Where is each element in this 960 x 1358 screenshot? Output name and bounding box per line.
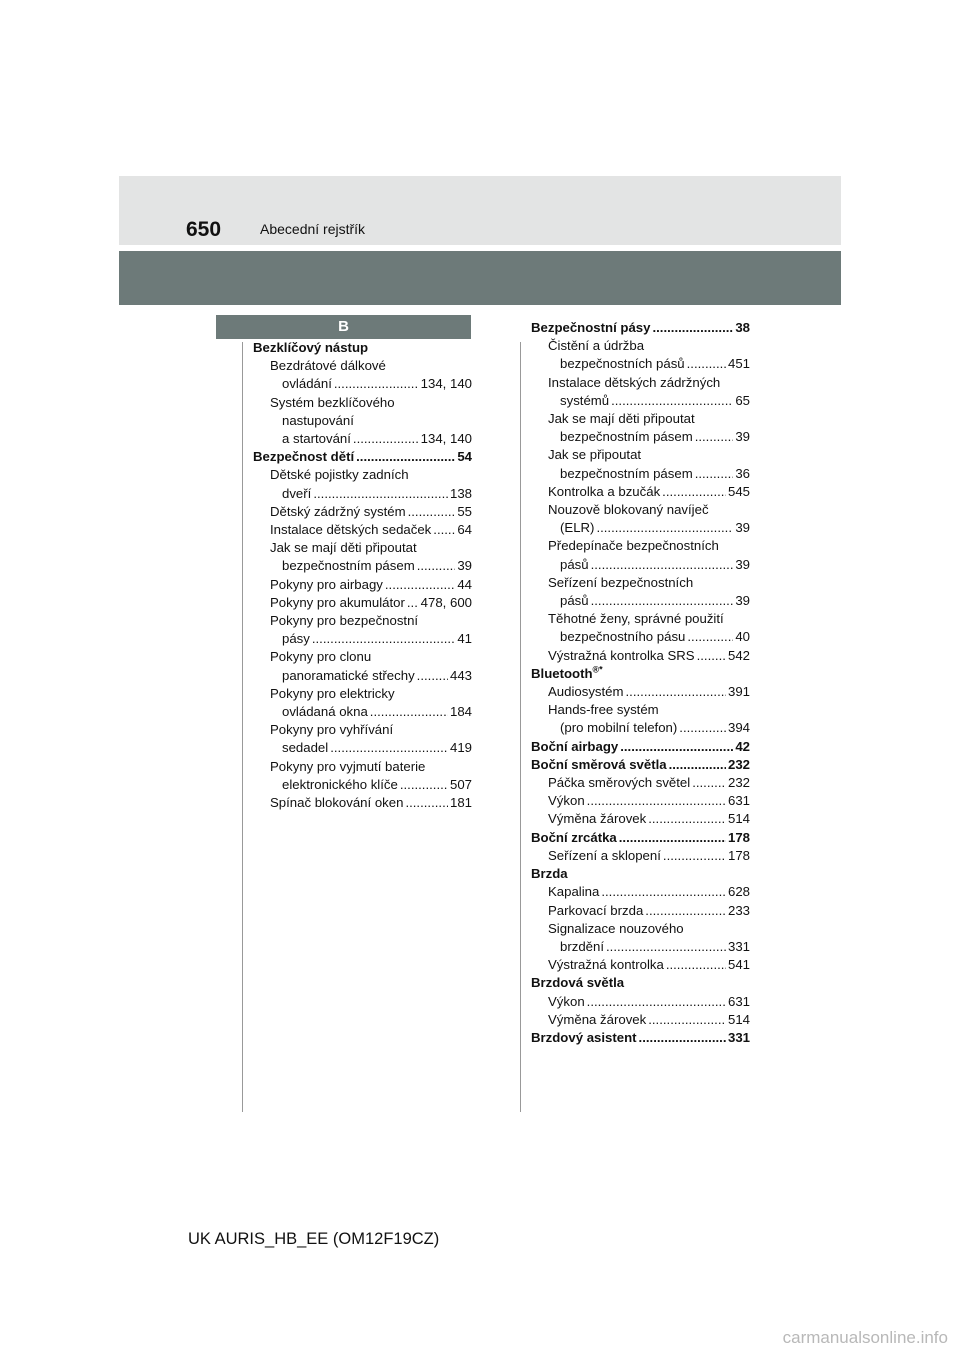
index-entry-label: pásy <box>282 631 310 647</box>
index-entry <box>253 648 472 666</box>
dot-leader <box>417 557 456 575</box>
index-entry-label: Bluetooth <box>531 665 593 681</box>
dot-leader <box>591 592 734 610</box>
dot-leader <box>417 667 448 685</box>
index-entry-label: Audiosystém <box>548 684 624 700</box>
index-entry <box>531 592 750 610</box>
dot-leader <box>330 739 448 757</box>
index-entry-label: Jak se mají děti připoutat <box>548 411 695 427</box>
index-entry-page: 134, 140 <box>420 376 472 392</box>
index-entry-label: Páčka směrových světel <box>548 775 691 791</box>
index-entry <box>253 739 472 757</box>
index-entry-label: bezpečnostních pásů <box>560 356 685 372</box>
index-entry <box>531 865 750 883</box>
index-entry-label: brzdění <box>560 938 604 954</box>
index-entry <box>531 719 750 737</box>
index-entry-label: Čistění a údržba <box>548 338 645 354</box>
index-entry <box>253 375 472 393</box>
index-entry-label: (pro mobilní telefon) <box>560 720 678 736</box>
index-entry-label: Instalace dětských sedaček <box>270 522 432 538</box>
index-entry-page: 54 <box>457 449 472 465</box>
index-entry-label: Brzdová světla <box>531 975 625 991</box>
index-entry <box>253 430 472 448</box>
dot-leader <box>666 956 726 974</box>
index-entry-label: Výstražná kontrolka <box>548 957 664 973</box>
index-entry <box>253 630 472 648</box>
index-entry-label: Jak se mají děti připoutat <box>270 540 417 556</box>
index-entry <box>531 956 750 974</box>
index-entry-page: 514 <box>727 1011 750 1027</box>
index-entry <box>531 574 750 592</box>
index-entry-label: Pokyny pro vyhřívání <box>270 722 394 738</box>
index-entry-label: Výkon <box>548 793 585 809</box>
index-entry <box>531 683 750 701</box>
index-entry <box>531 974 750 992</box>
index-entry-label: Bezklíčový nástup <box>253 340 369 355</box>
document-code: UK AURIS_HB_EE (OM12F19CZ) <box>188 1230 440 1248</box>
index-entry-label: Výkon <box>548 993 585 1009</box>
index-entry <box>531 374 750 392</box>
index-entry-label: Parkovací brzda <box>548 902 644 918</box>
index-entry <box>531 556 750 574</box>
page-title: Abecední rejstřík <box>260 221 366 237</box>
index-entry-page: 55 <box>457 503 472 519</box>
index-entry-page: 232 <box>727 775 750 791</box>
header-dark-band <box>119 251 841 305</box>
index-entry <box>531 920 750 938</box>
index-entry-label: Výměna žárovek <box>548 1011 647 1027</box>
index-entry-page: 443 <box>449 667 472 683</box>
index-entry <box>531 446 750 464</box>
index-entry-label: Spínač blokování oken <box>270 795 404 811</box>
dot-leader <box>356 448 455 466</box>
dot-leader <box>334 375 419 393</box>
dot-leader <box>687 628 733 646</box>
index-entry <box>253 685 472 703</box>
index-entry <box>531 738 750 756</box>
dot-leader <box>587 792 726 810</box>
index-entry-label: Bezdrátové dálkové <box>270 358 386 374</box>
watermark: carmanualsonline.info <box>782 1328 948 1347</box>
index-entry-page: 478, 600 <box>420 594 472 610</box>
index-entry <box>253 539 472 557</box>
dot-leader <box>353 430 419 448</box>
index-entry-page: 138 <box>449 485 472 501</box>
index-entry-label: Systém bezklíčového <box>270 394 395 410</box>
index-entry-page: 42 <box>735 738 750 754</box>
dot-leader <box>620 738 733 756</box>
index-entry-page: 331 <box>727 1029 750 1045</box>
index-entry-label: Předepínače bezpečnostních <box>548 538 719 554</box>
dot-leader <box>407 594 419 612</box>
dot-leader <box>408 503 456 521</box>
index-entry <box>531 1029 750 1047</box>
index-entry <box>253 758 472 776</box>
index-entry-label: Pokyny pro bezpečnostní <box>270 613 419 629</box>
index-entry-page: 178 <box>727 829 750 845</box>
index-entry <box>253 521 472 539</box>
index-entry <box>253 557 472 575</box>
index-entry <box>531 756 750 774</box>
dot-leader <box>591 556 734 574</box>
index-entry-label: Pokyny pro airbagy <box>270 576 383 592</box>
index-column-right <box>531 319 750 1047</box>
index-entry-label: Seřízení bezpečnostních <box>548 574 694 590</box>
index-entry-label: bezpečnostním pásem <box>560 465 693 481</box>
index-entry-label: nastupování <box>282 412 354 428</box>
index-entry <box>531 337 750 355</box>
dot-leader <box>648 810 726 828</box>
dot-leader <box>611 392 733 410</box>
dot-leader <box>587 993 726 1011</box>
index-entry-label: Instalace dětských zádržných <box>548 374 721 390</box>
index-entry-label: Dětské pojistky zadních <box>270 467 409 483</box>
index-entry-page: 39 <box>735 520 750 536</box>
dot-leader <box>433 521 455 539</box>
index-entry-superscript: ®* <box>592 664 603 675</box>
dot-leader <box>692 774 726 792</box>
index-entry-page: 233 <box>727 902 750 918</box>
dot-leader <box>697 647 726 665</box>
dot-leader <box>663 847 726 865</box>
index-entry <box>253 448 472 466</box>
index-entry-page: 631 <box>727 793 750 809</box>
index-entry <box>531 792 750 810</box>
index-entry <box>253 667 472 685</box>
index-entry-label: Seřízení a sklopení <box>548 847 661 863</box>
index-entry <box>253 466 472 484</box>
index-entry-label: Nouzově blokovaný navíječ <box>548 502 709 518</box>
index-entry-label: Bezpečnostní pásy <box>531 320 651 335</box>
index-entry <box>531 410 750 428</box>
header-band <box>119 176 841 245</box>
index-entry-label: elektronického klíče <box>282 776 398 792</box>
index-entry-page: 65 <box>735 392 750 408</box>
index-entry <box>531 319 750 337</box>
index-entry-page: 184 <box>449 704 472 720</box>
index-entry <box>531 628 750 646</box>
index-entry-label: Brzda <box>531 866 568 882</box>
index-entry-label: Dětský zádržný systém <box>270 503 406 519</box>
page-number: 650 <box>186 218 222 241</box>
section-letter-bar: B <box>216 315 471 339</box>
index-entry <box>531 610 750 628</box>
index-entry-page: 38 <box>735 320 750 335</box>
left-column-rule <box>242 342 243 1112</box>
dot-leader <box>626 683 726 701</box>
index-entry-label: Pokyny pro akumulátor <box>270 594 405 610</box>
index-entry <box>253 776 472 794</box>
index-entry <box>531 774 750 792</box>
index-entry-label: panoramatické střechy <box>282 667 415 683</box>
index-entry <box>531 392 750 410</box>
index-entry <box>531 883 750 901</box>
index-entry-label: Boční zrcátka <box>531 829 617 845</box>
index-entry <box>253 394 472 412</box>
dot-leader <box>648 1011 726 1029</box>
index-entry-page: 44 <box>457 576 472 592</box>
index-column-left <box>253 339 472 812</box>
index-entry-label: Jak se připoutat <box>548 447 642 463</box>
index-entry-label: a startování <box>282 431 351 447</box>
dot-leader <box>652 319 733 337</box>
dot-leader <box>405 794 448 812</box>
index-entry-page: 507 <box>449 776 472 792</box>
index-entry-label: systémů <box>560 392 610 408</box>
dot-leader <box>385 576 455 594</box>
index-entry <box>531 993 750 1011</box>
index-entry <box>253 412 472 430</box>
index-entry <box>253 576 472 594</box>
dot-leader <box>619 829 726 847</box>
index-entry-page: 628 <box>727 884 750 900</box>
dot-leader <box>400 776 448 794</box>
index-entry-page: 331 <box>727 938 750 954</box>
index-entry-page: 36 <box>735 465 750 481</box>
index-entry <box>531 701 750 719</box>
index-entry-label: Kapalina <box>548 884 600 900</box>
index-entry <box>253 339 472 357</box>
index-entry <box>531 1011 750 1029</box>
index-entry-label: bezpečnostního pásu <box>560 629 686 645</box>
index-entry <box>531 829 750 847</box>
index-entry <box>531 519 750 537</box>
index-entry-label: Výměna žárovek <box>548 811 647 827</box>
index-entry-label: Kontrolka a bzučák <box>548 483 661 499</box>
dot-leader <box>687 355 726 373</box>
index-entry-label: pásů <box>560 593 589 609</box>
index-entry-label: Hands-free systém <box>548 702 659 718</box>
index-entry <box>253 503 472 521</box>
dot-leader <box>370 703 448 721</box>
index-entry-page: 232 <box>727 756 750 772</box>
dot-leader <box>596 519 733 537</box>
index-entry-label: (ELR) <box>560 520 595 536</box>
dot-leader <box>662 483 726 501</box>
dot-leader <box>679 719 726 737</box>
index-entry-label: bezpečnostním pásem <box>282 558 415 574</box>
index-entry-page: 545 <box>727 483 750 499</box>
index-entry-page: 542 <box>727 647 750 663</box>
index-entry-page: 391 <box>727 684 750 700</box>
index-entry-label: pásů <box>560 556 589 572</box>
index-entry-label: bezpečnostním pásem <box>560 429 693 445</box>
index-entry <box>253 794 472 812</box>
index-entry <box>253 703 472 721</box>
index-entry-page: 41 <box>457 631 472 647</box>
index-entry-page: 451 <box>727 356 750 372</box>
index-entry <box>253 357 472 375</box>
index-entry-page: 541 <box>727 957 750 973</box>
index-entry-page: 514 <box>727 811 750 827</box>
index-entry <box>531 647 750 665</box>
index-entry-label: Boční airbagy <box>531 738 619 754</box>
dot-leader <box>313 485 448 503</box>
index-entry-label: Bezpečnost dětí <box>253 449 355 465</box>
index-entry-label: sedadel <box>282 740 329 756</box>
index-entry <box>531 483 750 501</box>
index-entry-page: 39 <box>735 556 750 572</box>
index-entry-page: 394 <box>727 720 750 736</box>
index-entry <box>531 810 750 828</box>
index-entry-page: 419 <box>449 740 472 756</box>
dot-leader <box>645 902 726 920</box>
index-entry <box>253 612 472 630</box>
index-entry <box>531 665 750 683</box>
index-entry <box>531 465 750 483</box>
index-entry-page: 631 <box>727 993 750 1009</box>
dot-leader <box>601 883 726 901</box>
index-entry-page: 181 <box>449 795 472 811</box>
right-column-rule <box>520 342 521 1112</box>
dot-leader <box>695 428 734 446</box>
index-entry-label: Pokyny pro elektricky <box>270 685 395 701</box>
dot-leader <box>669 756 726 774</box>
dot-leader <box>695 465 734 483</box>
index-entry <box>531 537 750 555</box>
index-entry <box>253 485 472 503</box>
index-entry <box>531 902 750 920</box>
index-entry <box>531 847 750 865</box>
index-entry <box>531 938 750 956</box>
index-entry-page: 39 <box>735 593 750 609</box>
index-entry-label: Brzdový asistent <box>531 1029 637 1045</box>
index-entry-page: 134, 140 <box>420 431 472 447</box>
index-entry-page: 64 <box>457 522 472 538</box>
index-entry-label: Výstražná kontrolka SRS <box>548 647 695 663</box>
index-entry-page: 39 <box>457 558 472 574</box>
index-entry-label: ovládaná okna <box>282 704 368 720</box>
index-entry-page: 178 <box>727 847 750 863</box>
index-entry-label: ovládání <box>282 376 332 392</box>
dot-leader <box>606 938 726 956</box>
index-entry-label: Boční směrová světla <box>531 756 667 772</box>
index-entry-page: 40 <box>735 629 750 645</box>
dot-leader <box>639 1029 726 1047</box>
index-entry <box>531 428 750 446</box>
dot-leader <box>312 630 455 648</box>
index-entry <box>531 355 750 373</box>
index-entry-label: Signalizace nouzového <box>548 920 684 936</box>
index-entry-label: Pokyny pro vyjmutí baterie <box>270 758 426 774</box>
index-entry-label: Těhotné ženy, správné použití <box>548 611 724 627</box>
index-entry <box>253 721 472 739</box>
index-entry-page: 39 <box>735 429 750 445</box>
index-entry-label: Pokyny pro clonu <box>270 649 372 665</box>
index-entry <box>253 594 472 612</box>
index-entry <box>531 501 750 519</box>
index-entry-label: dveří <box>282 485 312 501</box>
